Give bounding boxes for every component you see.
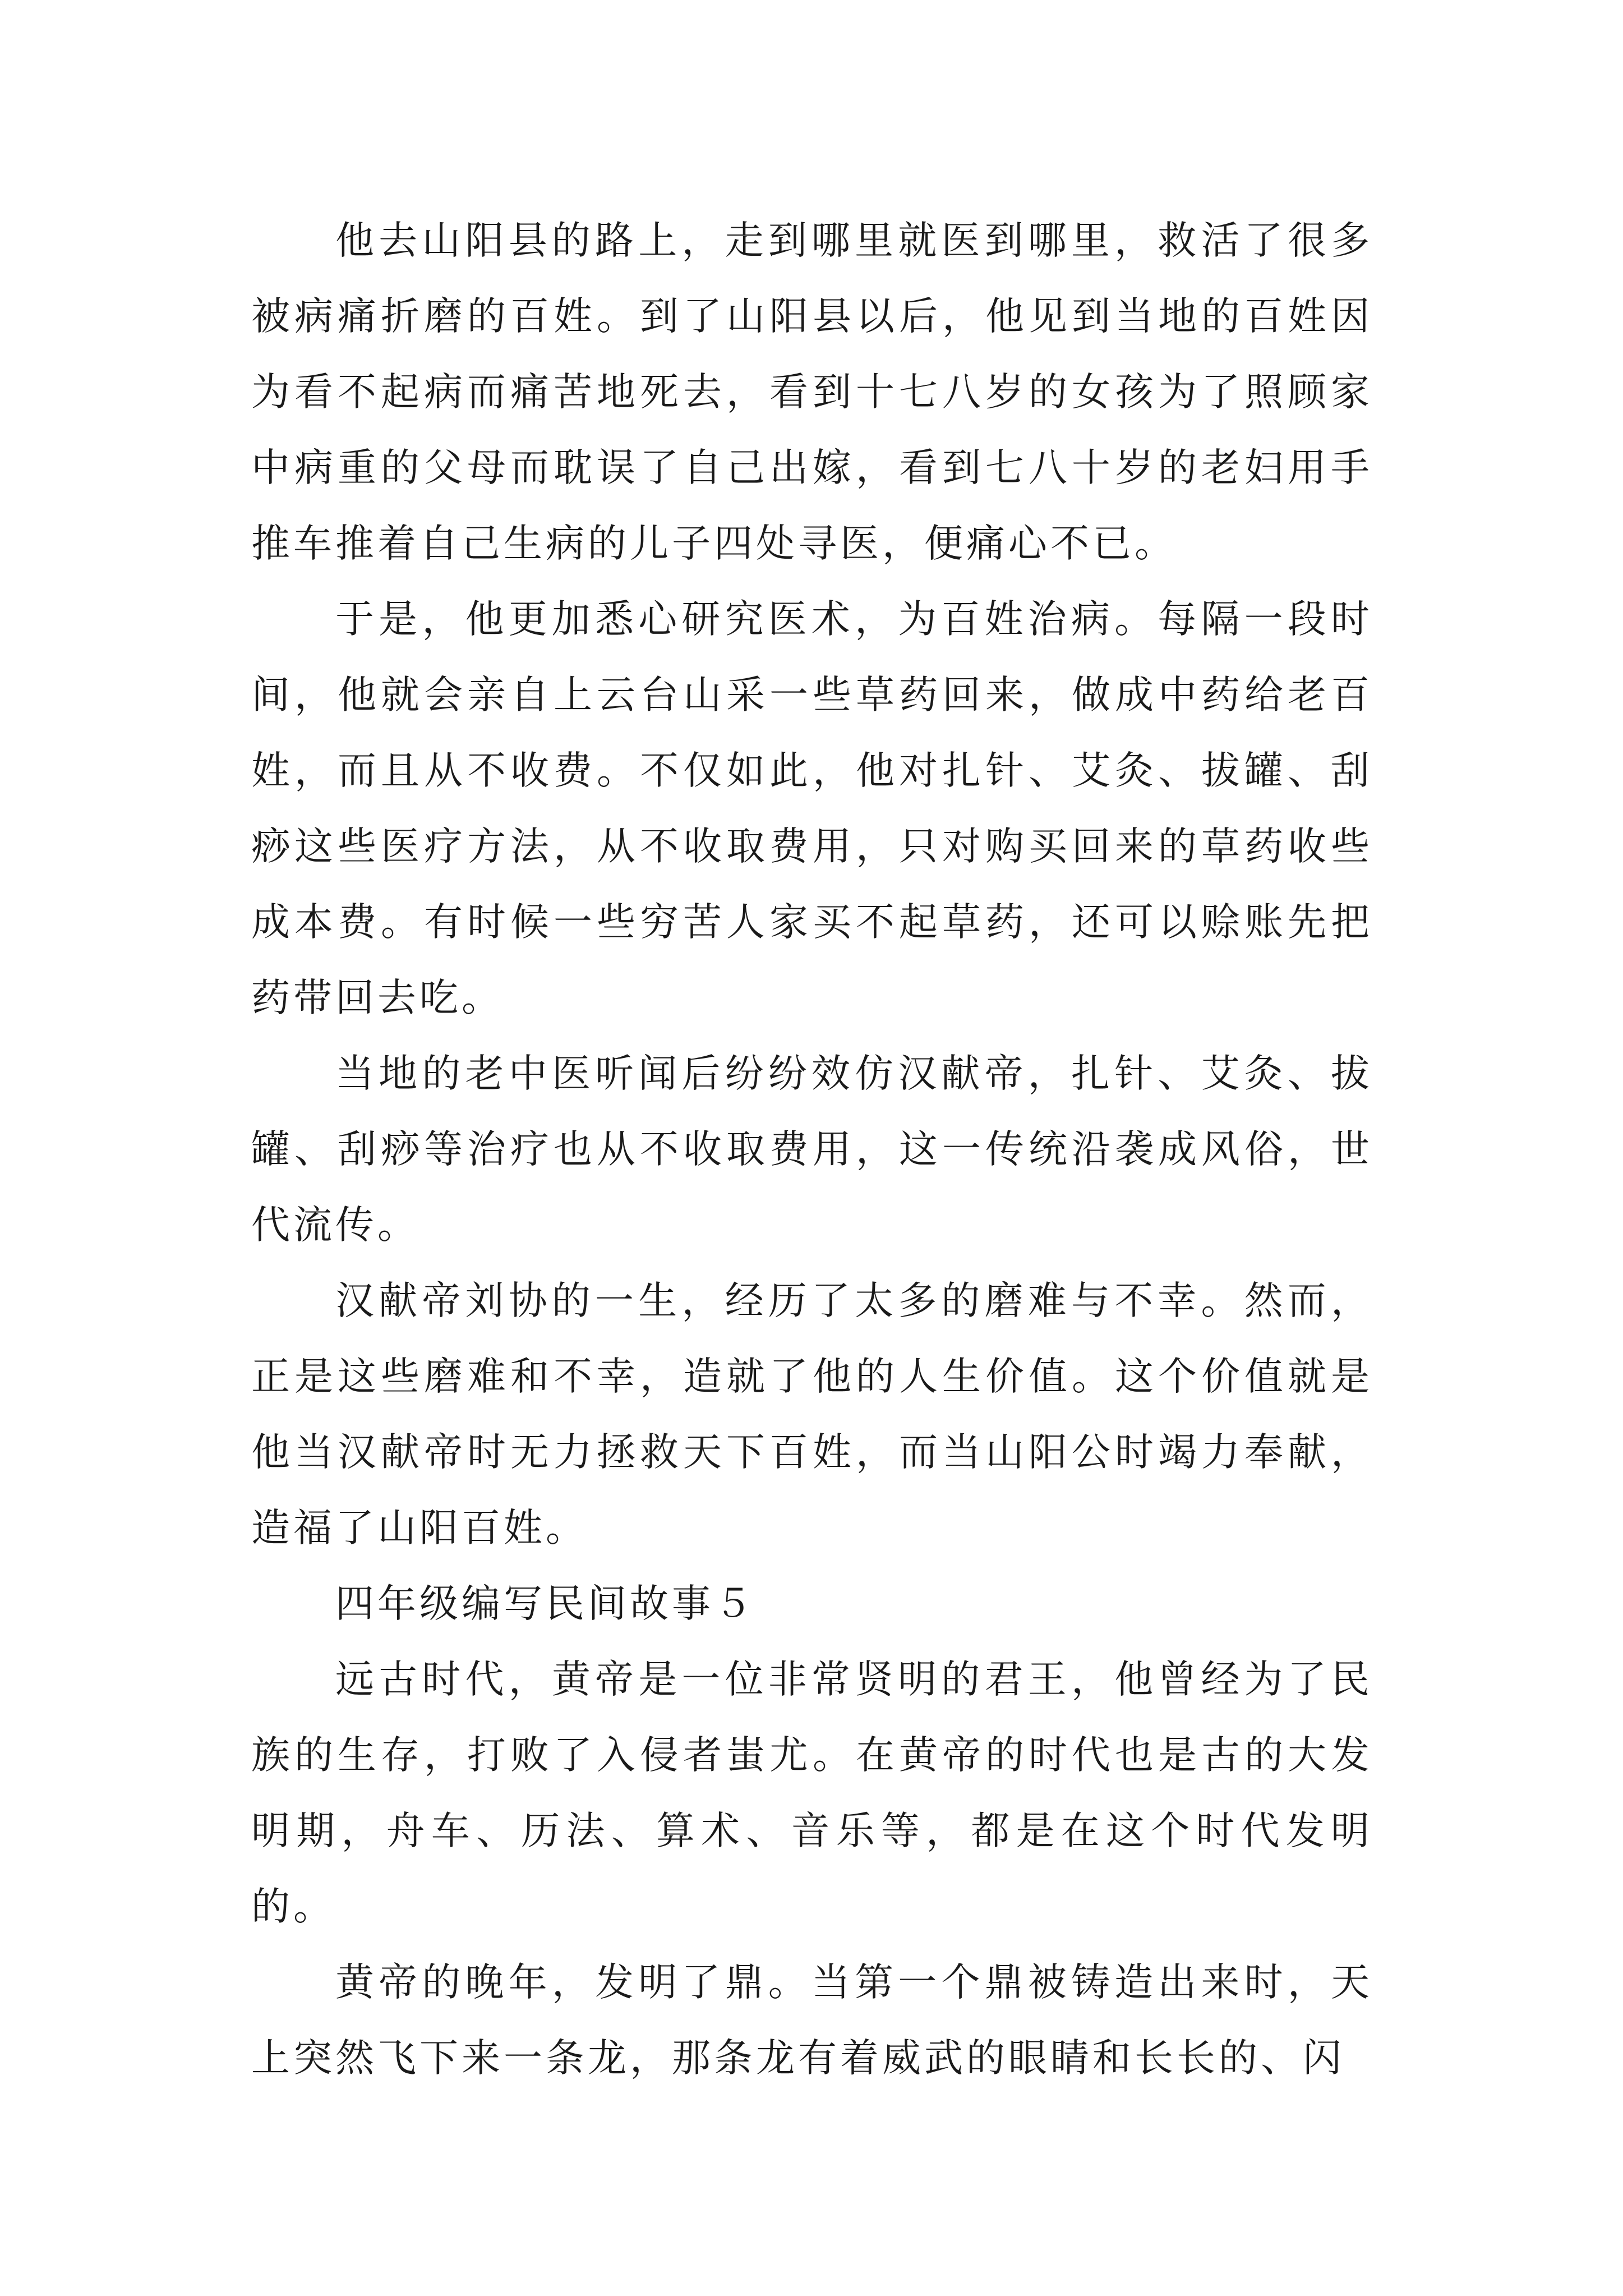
paragraph-2: 于是，他更加悉心研究医术，为百姓治病。每隔一段时间，他就会亲自上云台山采一些草药回来，做成中药给老百姓，而且从不收费。不仅如此，他对扎针、艾灸、拔罐、刮痧这些医疗方法，从不收取费用，只对购买回来的草药收些成本费。有时候一些穷苦人家买不起草药，还可以赊账先把药带回去吃。 [251, 597, 1373, 1020]
paragraph-1: 他去山阳县的路上，走到哪里就医到哪里，救活了很多被病痛折磨的百姓。到了山阳县以后，他见到当地的百姓因为看不起病而痛苦地死去，看到十七八岁的女孩为了照顾家中病重的父母而耽误了自己出嫁，看到七八十岁的老妇用手推车推着自己生病的儿子四处寻医，便痛心不已。 [251, 218, 1373, 566]
paragraph-3: 当地的老中医听闻后纷纷效仿汉献帝，扎针、艾灸、拔罐、刮痧等治疗也从不收取费用，这一传统沿袭成风俗，世代流传。 [251, 1051, 1373, 1248]
paragraph-6: 黄帝的晚年，发明了鼎。当第一个鼎被铸造出来时，天上突然飞下来一条龙，那条龙有着威武的眼睛和长长的、闪 [251, 1960, 1373, 2081]
document-body [251, 203, 1373, 2096]
paragraph-4: 汉献帝刘协的一生，经历了太多的磨难与不幸。然而，正是这些磨难和不幸，造就了他的人生价值。这个价值就是他当汉献帝时无力拯救天下百姓，而当山阳公时竭力奉献，造福了山阳百姓。 [251, 1278, 1373, 1550]
paragraph-5: 远古时代，黄帝是一位非常贤明的君王，他曾经为了民族的生存，打败了入侵者蚩尤。在黄帝的时代也是古的大发明期，舟车、历法、算术、音乐等，都是在这个时代发明的。 [251, 1657, 1373, 1929]
section-heading: 四年级编写民间故事５ [335, 1581, 756, 1626]
